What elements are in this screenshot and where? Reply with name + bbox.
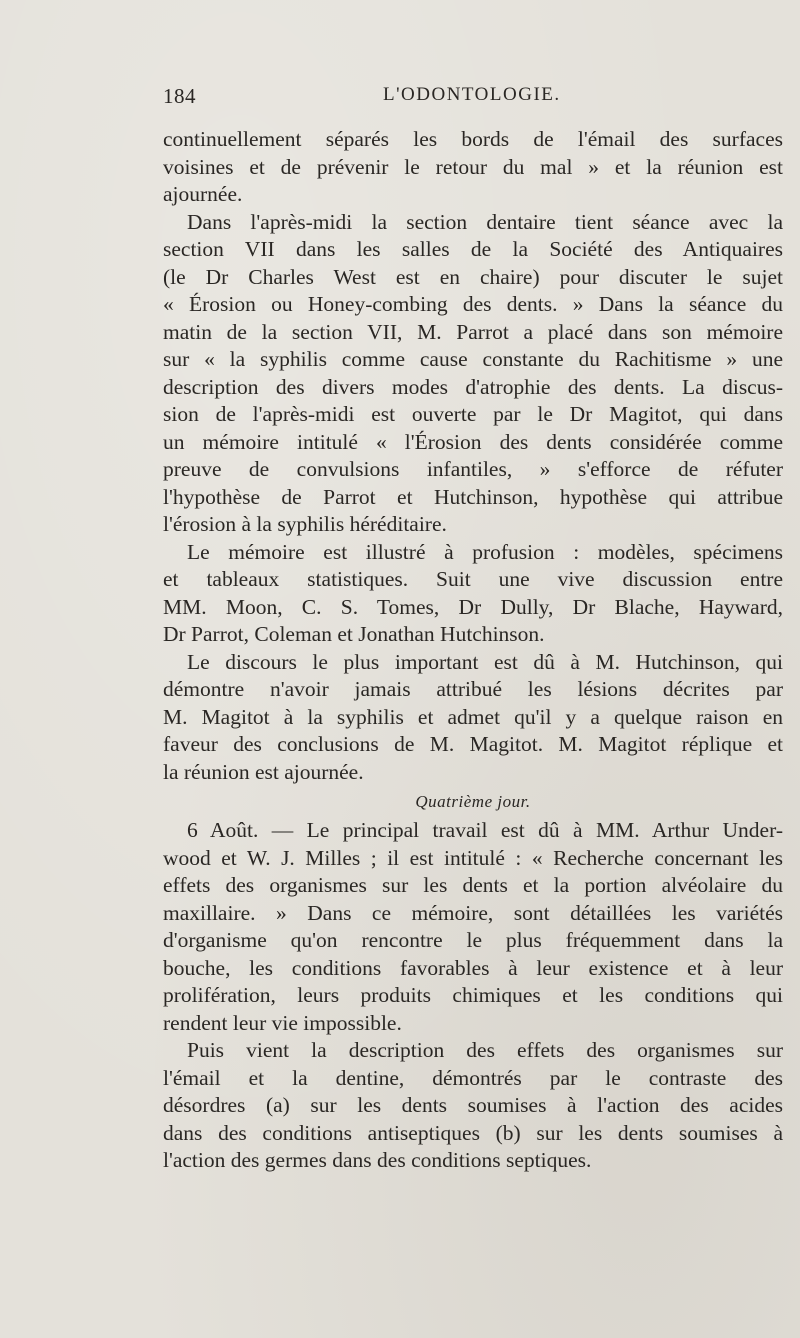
text-line: section VII dans les salles de la Société des Antiquaires bbox=[163, 237, 783, 261]
text-line: faveur des conclusions de M. Magitot. M. Magitot réplique et bbox=[163, 732, 783, 756]
text-line: et tableaux statistiques. Suit une vive discussion entre bbox=[163, 567, 783, 591]
page-number: 184 bbox=[163, 84, 196, 108]
text-line: « Érosion ou Honey-combing des dents. » Dans la séance du bbox=[163, 292, 783, 316]
text-line: désordres (a) sur les dents soumises à l'action des acides bbox=[163, 1093, 783, 1117]
text-line: d'organisme qu'on rencontre le plus fréquemment dans la bbox=[163, 928, 783, 952]
text-line: Le mémoire est illustré à profusion : modèles, spécimens bbox=[187, 539, 783, 564]
text-line: description des divers modes d'atrophie des dents. La discus- bbox=[163, 374, 783, 399]
text-line: preuve de convulsions infantiles, » s'efforce de réfuter bbox=[163, 457, 783, 481]
page-header bbox=[163, 84, 783, 114]
text-line: rendent leur vie impossible. bbox=[163, 1010, 402, 1035]
text-line: l'hypothèse de Parrot et Hutchinson, hypothèse qui attribue bbox=[163, 484, 783, 509]
text-line: Puis vient la description des effets des organismes sur bbox=[187, 1038, 783, 1062]
body-text bbox=[163, 126, 783, 1175]
text-line: maxillaire. » Dans ce mémoire, sont détaillées les variétés bbox=[163, 900, 783, 925]
text-line: démontre n'avoir jamais attribué les lésions décrites par bbox=[163, 677, 783, 701]
section-heading: Quatrième jour. bbox=[415, 792, 531, 811]
text-line: la réunion est ajournée. bbox=[163, 759, 364, 784]
text-line: voisines et de prévenir le retour du mal » et la réunion est bbox=[163, 154, 783, 179]
text-line: MM. Moon, C. S. Tomes, Dr Dully, Dr Blache, Hayward, bbox=[163, 594, 783, 619]
text-line: l'érosion à la syphilis héréditaire. bbox=[163, 512, 447, 536]
text-line: sur « la syphilis comme cause constante du Rachitisme » une bbox=[163, 347, 783, 371]
text-line: l'action des germes dans des conditions septiques. bbox=[163, 1148, 592, 1172]
text-line: wood et W. J. Milles ; il est intitulé : « Recherche concernant les bbox=[163, 845, 783, 870]
text-line: l'émail et la dentine, démontrés par le contraste des bbox=[163, 1065, 783, 1090]
text-line: (le Dr Charles West est en chaire) pour discuter le sujet bbox=[163, 264, 783, 289]
text-line: continuellement séparés les bords de l'émail des surfaces bbox=[163, 127, 783, 151]
text-line: 6 Août. — Le principal travail est dû à MM. Arthur Under- bbox=[187, 818, 783, 842]
text-line: Le discours le plus important est dû à M. Hutchinson, qui bbox=[187, 649, 783, 674]
text-line: Dr Parrot, Coleman et Jonathan Hutchinson. bbox=[163, 622, 545, 646]
text-line: dans des conditions antiseptiques (b) sur les dents soumises à bbox=[163, 1120, 783, 1145]
text-line: ajournée. bbox=[163, 182, 243, 206]
text-line: sion de l'après-midi est ouverte par le Dr Magitot, qui dans bbox=[163, 402, 783, 426]
text-line: prolifération, leurs produits chimiques et les conditions qui bbox=[163, 983, 783, 1007]
text-line: M. Magitot à la syphilis et admet qu'il y a quelque raison en bbox=[163, 704, 783, 729]
text-line: Dans l'après-midi la section dentaire tient séance avec la bbox=[187, 209, 783, 234]
text-line: effets des organismes sur les dents et la portion alvéolaire du bbox=[163, 873, 783, 897]
text-line: un mémoire intitulé « l'Érosion des dents considérée comme bbox=[163, 429, 783, 454]
running-title: L'ODONTOLOGIE. bbox=[383, 84, 561, 105]
text-line: bouche, les conditions favorables à leur existence et à leur bbox=[163, 955, 783, 980]
text-line: matin de la section VII, M. Parrot a placé dans son mémoire bbox=[163, 319, 783, 344]
